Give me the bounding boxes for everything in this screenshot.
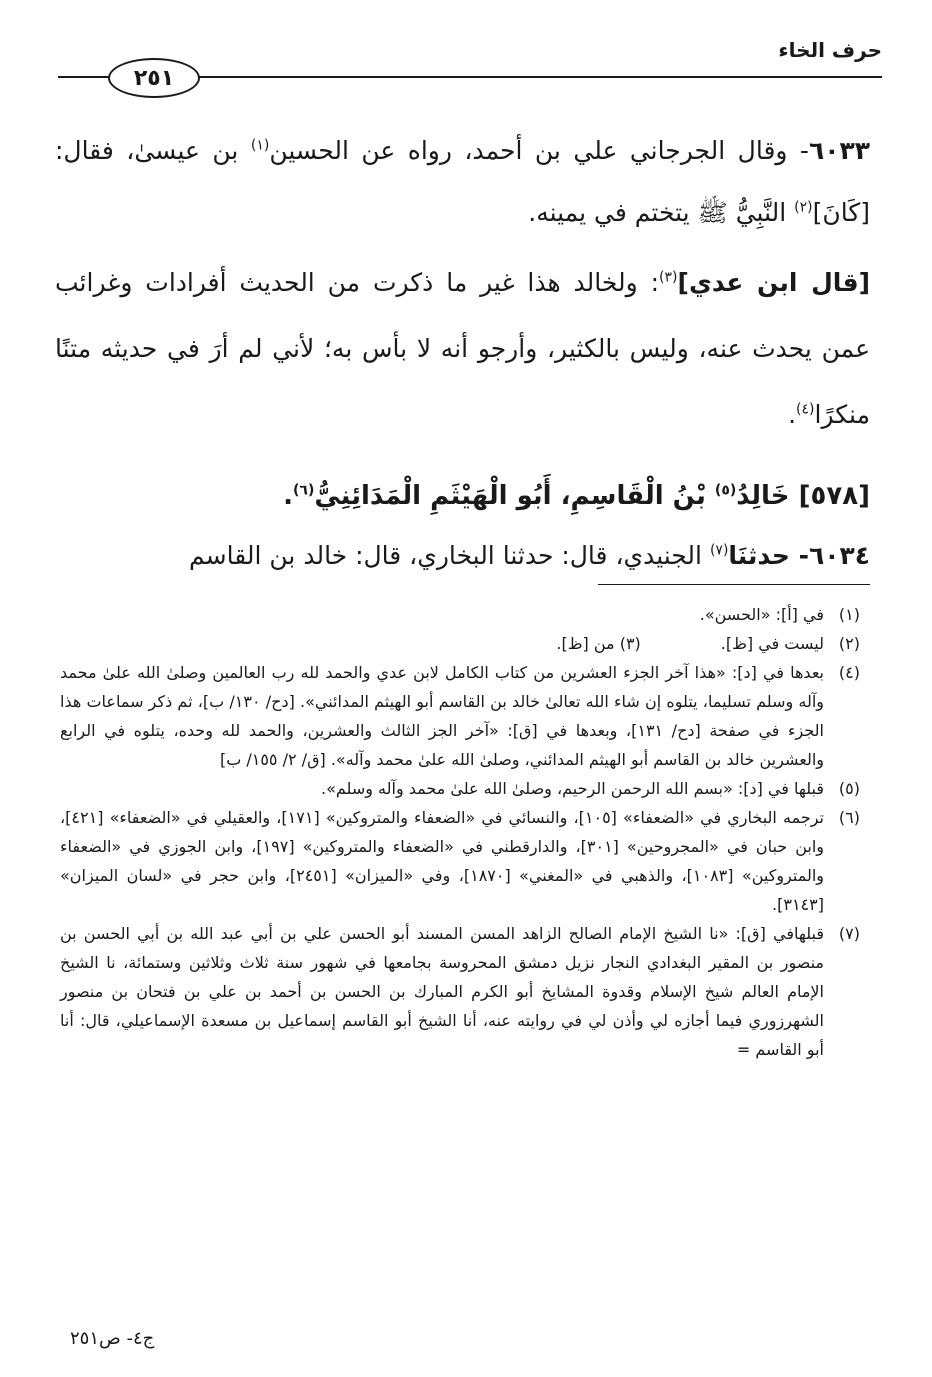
footnote-ref: (٧) <box>709 542 729 559</box>
footnote-1 <box>60 600 860 629</box>
paragraph-ibn-adi <box>55 250 870 448</box>
footnote-separator <box>598 584 870 585</box>
paragraph-text: الجنيدي، قال: حدثنا البخاري، قال: خالد بن القاسم <box>189 541 710 570</box>
footnote-ref: (٥) <box>714 482 737 499</box>
page-number-oval <box>108 58 200 98</box>
footnote-5 <box>60 774 860 803</box>
footnote-text: قبلها في [د]: «بسم الله الرحمن الرحيم، وصلىٰ الله علىٰ محمد وآله وسلم». <box>321 779 824 798</box>
footnote-text: قبلهافي [ق]: «نا الشيخ الإمام الصالح الزاهد المسن المسند أبو الحسن علي بن أبي عبد الله بن أبي الحسن بن منصور بن المقير البغدادي النجار نزيل دمشق المحروسة بجامعها في شهور سنة ثلاث وثلاثين وستمائة، نا الشيخ الإمام العالم شيخ الإسلام وقدوة المشايخ أبو الكرم المبارك بن الحسن بن أحمد بن علي بن فتحان بن منصور الشهرزوري فيما أجازه لي وأذن لي في روايته عنه، أنا الشيخ أبو القاسم إسماعيل بن مسعدة الإسماعيلي، قال: أنا أبو القاسم = <box>60 924 824 1059</box>
footnote-ref: (٣) <box>659 269 678 286</box>
footnote-number: (٢) <box>838 634 860 653</box>
paragraph-text: - وقال الجرجاني علي بن أحمد، رواه عن الحسين <box>269 136 809 165</box>
footnote-2-3 <box>60 629 860 658</box>
footnote-number: (١) <box>838 605 860 624</box>
footnote-text: من [ظ]. <box>556 634 615 653</box>
paragraph-text: - حدثنَا <box>728 541 809 570</box>
paragraph-6034 <box>55 526 870 586</box>
paragraph-text: بن عيسىٰ، فقال: [كَانَ] <box>55 136 870 227</box>
entry-name: بْنُ الْقَاسِمِ، أَبُو الْهَيْثَمِ الْمَدَائِنِيُّ <box>314 481 715 511</box>
hadith-number: ٦٠٣٣ <box>808 136 870 165</box>
footnote-ref: (٦) <box>292 482 315 499</box>
footnote-number: (٦) <box>838 808 860 827</box>
footnote-text: في [أ]: «الحسن». <box>699 605 824 624</box>
entry-heading-578 <box>55 466 870 526</box>
footnote-text: ترجمه البخاري في «الضعفاء» [١٠٥]، والنسائي في «الضعفاء والمتروكين» [١٧١]، والعقيلي في «الضعفاء» [٤٢١]، وابن حبان في «المجروحين» [٣٠١]، والدارقطني في «الضعفاء والمتروكين» [١٩٧]، وابن الجوزي في «الضعفاء والمتروكين» [١٠٨٣]، والذهبي في «المغني» [١٨٧٠]، وفي «الميزان» [٢٤٥١]، وابن حجر في «لسان الميزان» [٣١٤٣]. <box>60 808 825 914</box>
paragraph-6033 <box>55 120 870 244</box>
footnote-4 <box>60 658 860 774</box>
footnotes <box>60 600 860 1064</box>
entry-end: . <box>283 481 293 511</box>
main-text <box>55 120 870 586</box>
footnote-number: (٥) <box>838 779 860 798</box>
footnote-ref: (٤) <box>796 401 815 418</box>
footnote-7 <box>60 919 860 1064</box>
page-number: ٢٥١ <box>133 65 175 91</box>
footnote-text: بعدها في [د]: «هذا آخر الجزء العشرين من كتاب الكامل لابن عدي والحمد لله رب العالمين وصلىٰ الله علىٰ محمد وآله وسلم تسليما، يتلوه إن شاء الله تعالىٰ خالد بن القاسم أبو الهيثم المدائني». [دح/ ١٣٠/ ب]، ثم ذكر سماعات هذا الجزء في صفحة [دح/ ١٣١]، وبعدها في [ق]: «آخر الجز الثالث والعشرين، والحمد لله وحده، يتلوه في الرابع والعشرين خالد بن القاسم أبو الهيثم المدائني، وصلىٰ الله علىٰ محمد وآله». [ق/ ٢/ ١٥٥/ ب] <box>60 663 825 769</box>
footnote-ref: (١) <box>250 137 270 154</box>
footnote-number: (٣) <box>619 634 641 653</box>
chapter-title: حرف الخاء <box>778 38 882 62</box>
volume-page-reference: ج٤- ص٢٥١ <box>70 1328 155 1349</box>
paragraph-text: . <box>788 400 797 429</box>
entry-name: خَالِدُ <box>736 481 799 511</box>
paragraph-text: : ولخالد هذا غير ما ذكرت من الحديث أفرادات وغرائب عمن يحدث عنه، وليس بالكثير، وأرجو أنه لا بأس به؛ لأني لم أرَ في حديثه متنًا منكرًا <box>55 268 870 429</box>
footnote-6 <box>60 803 860 919</box>
ibn-adi-bracket: [قال ابن عدي] <box>677 268 870 297</box>
footnote-text: ليست في [ظ]. <box>720 634 824 653</box>
footnote-number: (٧) <box>838 924 860 943</box>
entry-number: [٥٧٨] <box>798 481 870 511</box>
footnote-ref: (٢) <box>794 199 813 216</box>
hadith-number: ٦٠٣٤ <box>808 541 870 570</box>
paragraph-text: النَّبِيُّ ﷺ يتختم في يمينه. <box>528 198 795 227</box>
footnote-number: (٤) <box>838 663 860 682</box>
